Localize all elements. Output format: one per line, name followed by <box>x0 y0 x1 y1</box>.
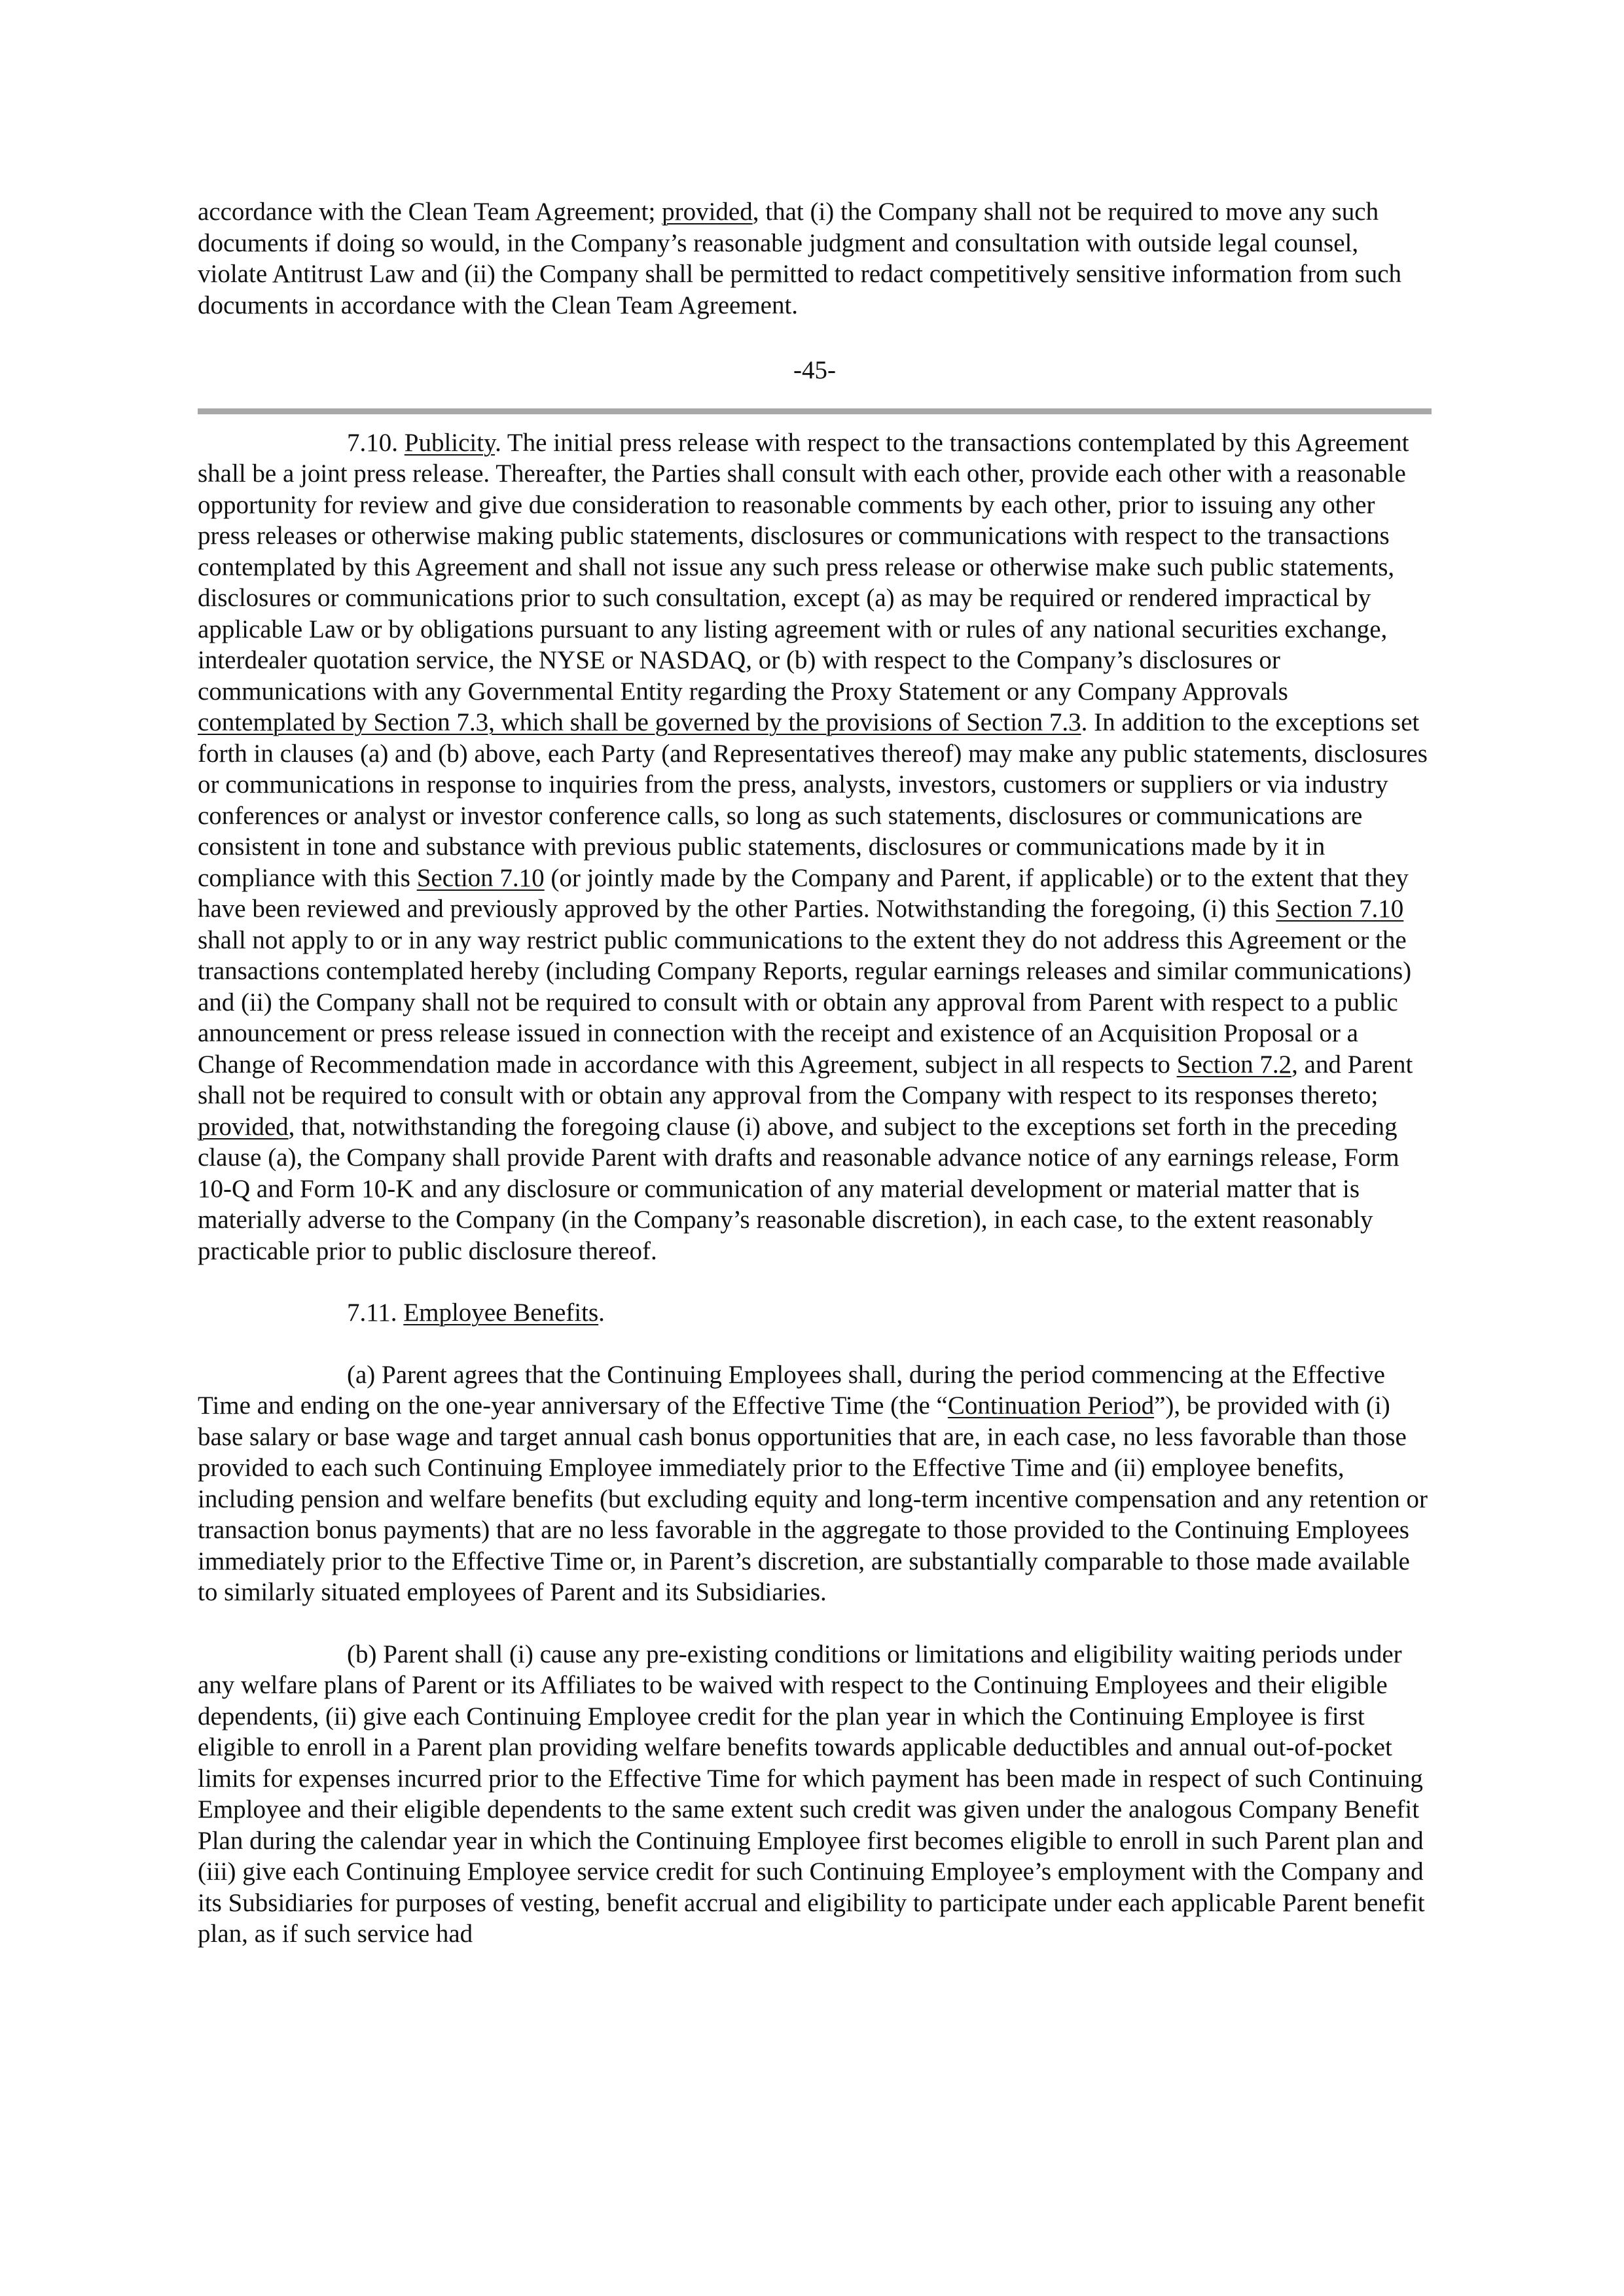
text-run: shall not apply to or in any way restrict public communications to the extent they do not address this Agreement or the transactions contemplated hereby (including Company Reports, regular earnings releases and similar communications) and (ii) the Company shall not be required to consult with or obtain any approval from Parent with respect to a public announcement or press release issued in connection with the receipt and existence of an Acquisition Proposal or a Change of Recommendation made in accordance with this Agreement, subject in all respects to <box>198 925 1412 1079</box>
page-number: -45- <box>793 356 836 384</box>
cross-reference: Section 7.10 <box>416 863 545 892</box>
text-run: . The initial press release with respect to the transactions contemplated by this Agreement shall be a joint press release. Thereafter, the Parties shall consult with each other, provide each other with a reasonable opportunity for review and give due consideration to reasonable comments by each other, prior to issuing any other press releases or otherwise making public statements, disclosures or communications with respect to the transactions contemplated by this Agreement and shall not issue any such press release or otherwise make such public statements, disclosures or communications prior to such consultation, except (a) as may be required or rendered impractical by applicable Law or by obligations pursuant to any listing agreement with or rules of any national securities exchange, interdealer quotation service, the NYSE or NASDAQ, or (b) with respect to the Company’s disclosures or communications with any Governmental Entity regarding the Proxy Statement or any Company Approvals <box>198 428 1409 706</box>
document-page <box>198 196 1432 1950</box>
provided-term: provided <box>662 198 753 226</box>
cross-reference: Section 7.2 <box>1176 1050 1292 1079</box>
section-7-11-a <box>198 1359 1432 1608</box>
section-number: 7.11. <box>347 1299 404 1327</box>
continuation-paragraph <box>198 196 1432 321</box>
section-7-11-b <box>198 1639 1432 1950</box>
text-run: . <box>598 1299 605 1327</box>
text-run: (a) Parent agrees that the Continuing Employees shall, during the period commencing at the Effective Time and ending on the one-year anniversary of the Effective Time (the “ <box>198 1360 1385 1420</box>
cross-reference: contemplated by Section 7.3, which shall be governed by the provisions of Section 7.3 <box>198 708 1081 736</box>
text-run: , and Parent shall not be required to consult with or obtain any approval from the Company with respect to its responses thereto; <box>198 1050 1413 1109</box>
text-run: ”), be provided with (i) base salary or base wage and target annual cash bonus opportunities that are, in each case, no less favorable than those provided to each such Continuing Employee immediately prior to the Effective Time and (ii) employee benefits, including pension and welfare benefits (but excluding equity and long-term incentive compensation and any retention or transaction bonus payments) that are no less favorable in the aggregate to those provided to the Continuing Employees immediately prior to the Effective Time or, in Parent’s discretion, are substantially comparable to those made available to similarly situated employees of Parent and its Subsidiaries. <box>198 1391 1428 1606</box>
text-run: accordance with the Clean Team Agreement; <box>198 198 662 226</box>
section-7-11-heading <box>198 1297 1432 1329</box>
section-7-10-publicity <box>198 427 1432 1267</box>
section-heading: Publicity <box>404 428 496 457</box>
text-run: (b) Parent shall (i) cause any pre-existing conditions or limitations and eligibility waiting periods under any welfare plans of Parent or its Affiliates to be waived with respect to the Continuing Employees and their eligible dependents, (ii) give each Continuing Employee credit for the plan year in which the Continuing Employee is first eligible to enroll in a Parent plan providing welfare benefits towards applicable deductibles and annual out-of-pocket limits for expenses incurred prior to the Effective Time for which payment has been made in respect of such Continuing Employee and their eligible dependents to the same extent such credit was given under the analogous Company Benefit Plan during the calendar year in which the Continuing Employee first becomes eligible to enroll in such Parent plan and (iii) give each Continuing Employee service credit for such Continuing Employee’s employment with the Company and its Subsidiaries for purposes of vesting, benefit accrual and eligibility to participate under each applicable Parent benefit plan, as if such service had <box>198 1640 1425 1948</box>
cross-reference: Section 7.10 <box>1276 895 1404 923</box>
defined-term: Continuation Period <box>947 1391 1155 1420</box>
page-break-rule <box>198 408 1432 414</box>
provided-term: provided <box>198 1112 289 1141</box>
text-run: , that (i) the Company shall not be required to move any such documents if doing so would, in the Company’s reasonable judgment and consultation with outside legal counsel, violate Antitrust Law and (ii) the Company shall be permitted to redact competitively sensitive information from such documents in accordance with the Clean Team Agreement. <box>198 198 1402 319</box>
text-run: . In addition to the exceptions set forth in clauses (a) and (b) above, each Party (and Representatives thereof) may make any public statements, disclosures or communications in response to inquiries from the press, analysts, investors, customers or suppliers or via industry conferences or analyst or investor conference calls, so long as such statements, disclosures or communications are consistent in tone and substance with previous public statements, disclosures or communications made by it in compliance with this <box>198 708 1428 892</box>
section-heading: Employee Benefits <box>403 1299 599 1327</box>
section-number: 7.10. <box>347 428 405 457</box>
text-run: , that, notwithstanding the foregoing clause (i) above, and subject to the exceptions set forth in the preceding clause (a), the Company shall provide Parent with drafts and reasonable advance notice of any earnings release, Form 10-Q and Form 10-K and any disclosure or communication of any material development or material matter that is materially adverse to the Company (in the Company’s reasonable discretion), in each case, to the extent reasonably practicable prior to public disclosure thereof. <box>198 1112 1399 1265</box>
text-run: (or jointly made by the Company and Parent, if applicable) or to the extent that they have been reviewed and previously approved by the other Parties. Notwithstanding the foregoing, (i) this <box>198 863 1409 923</box>
